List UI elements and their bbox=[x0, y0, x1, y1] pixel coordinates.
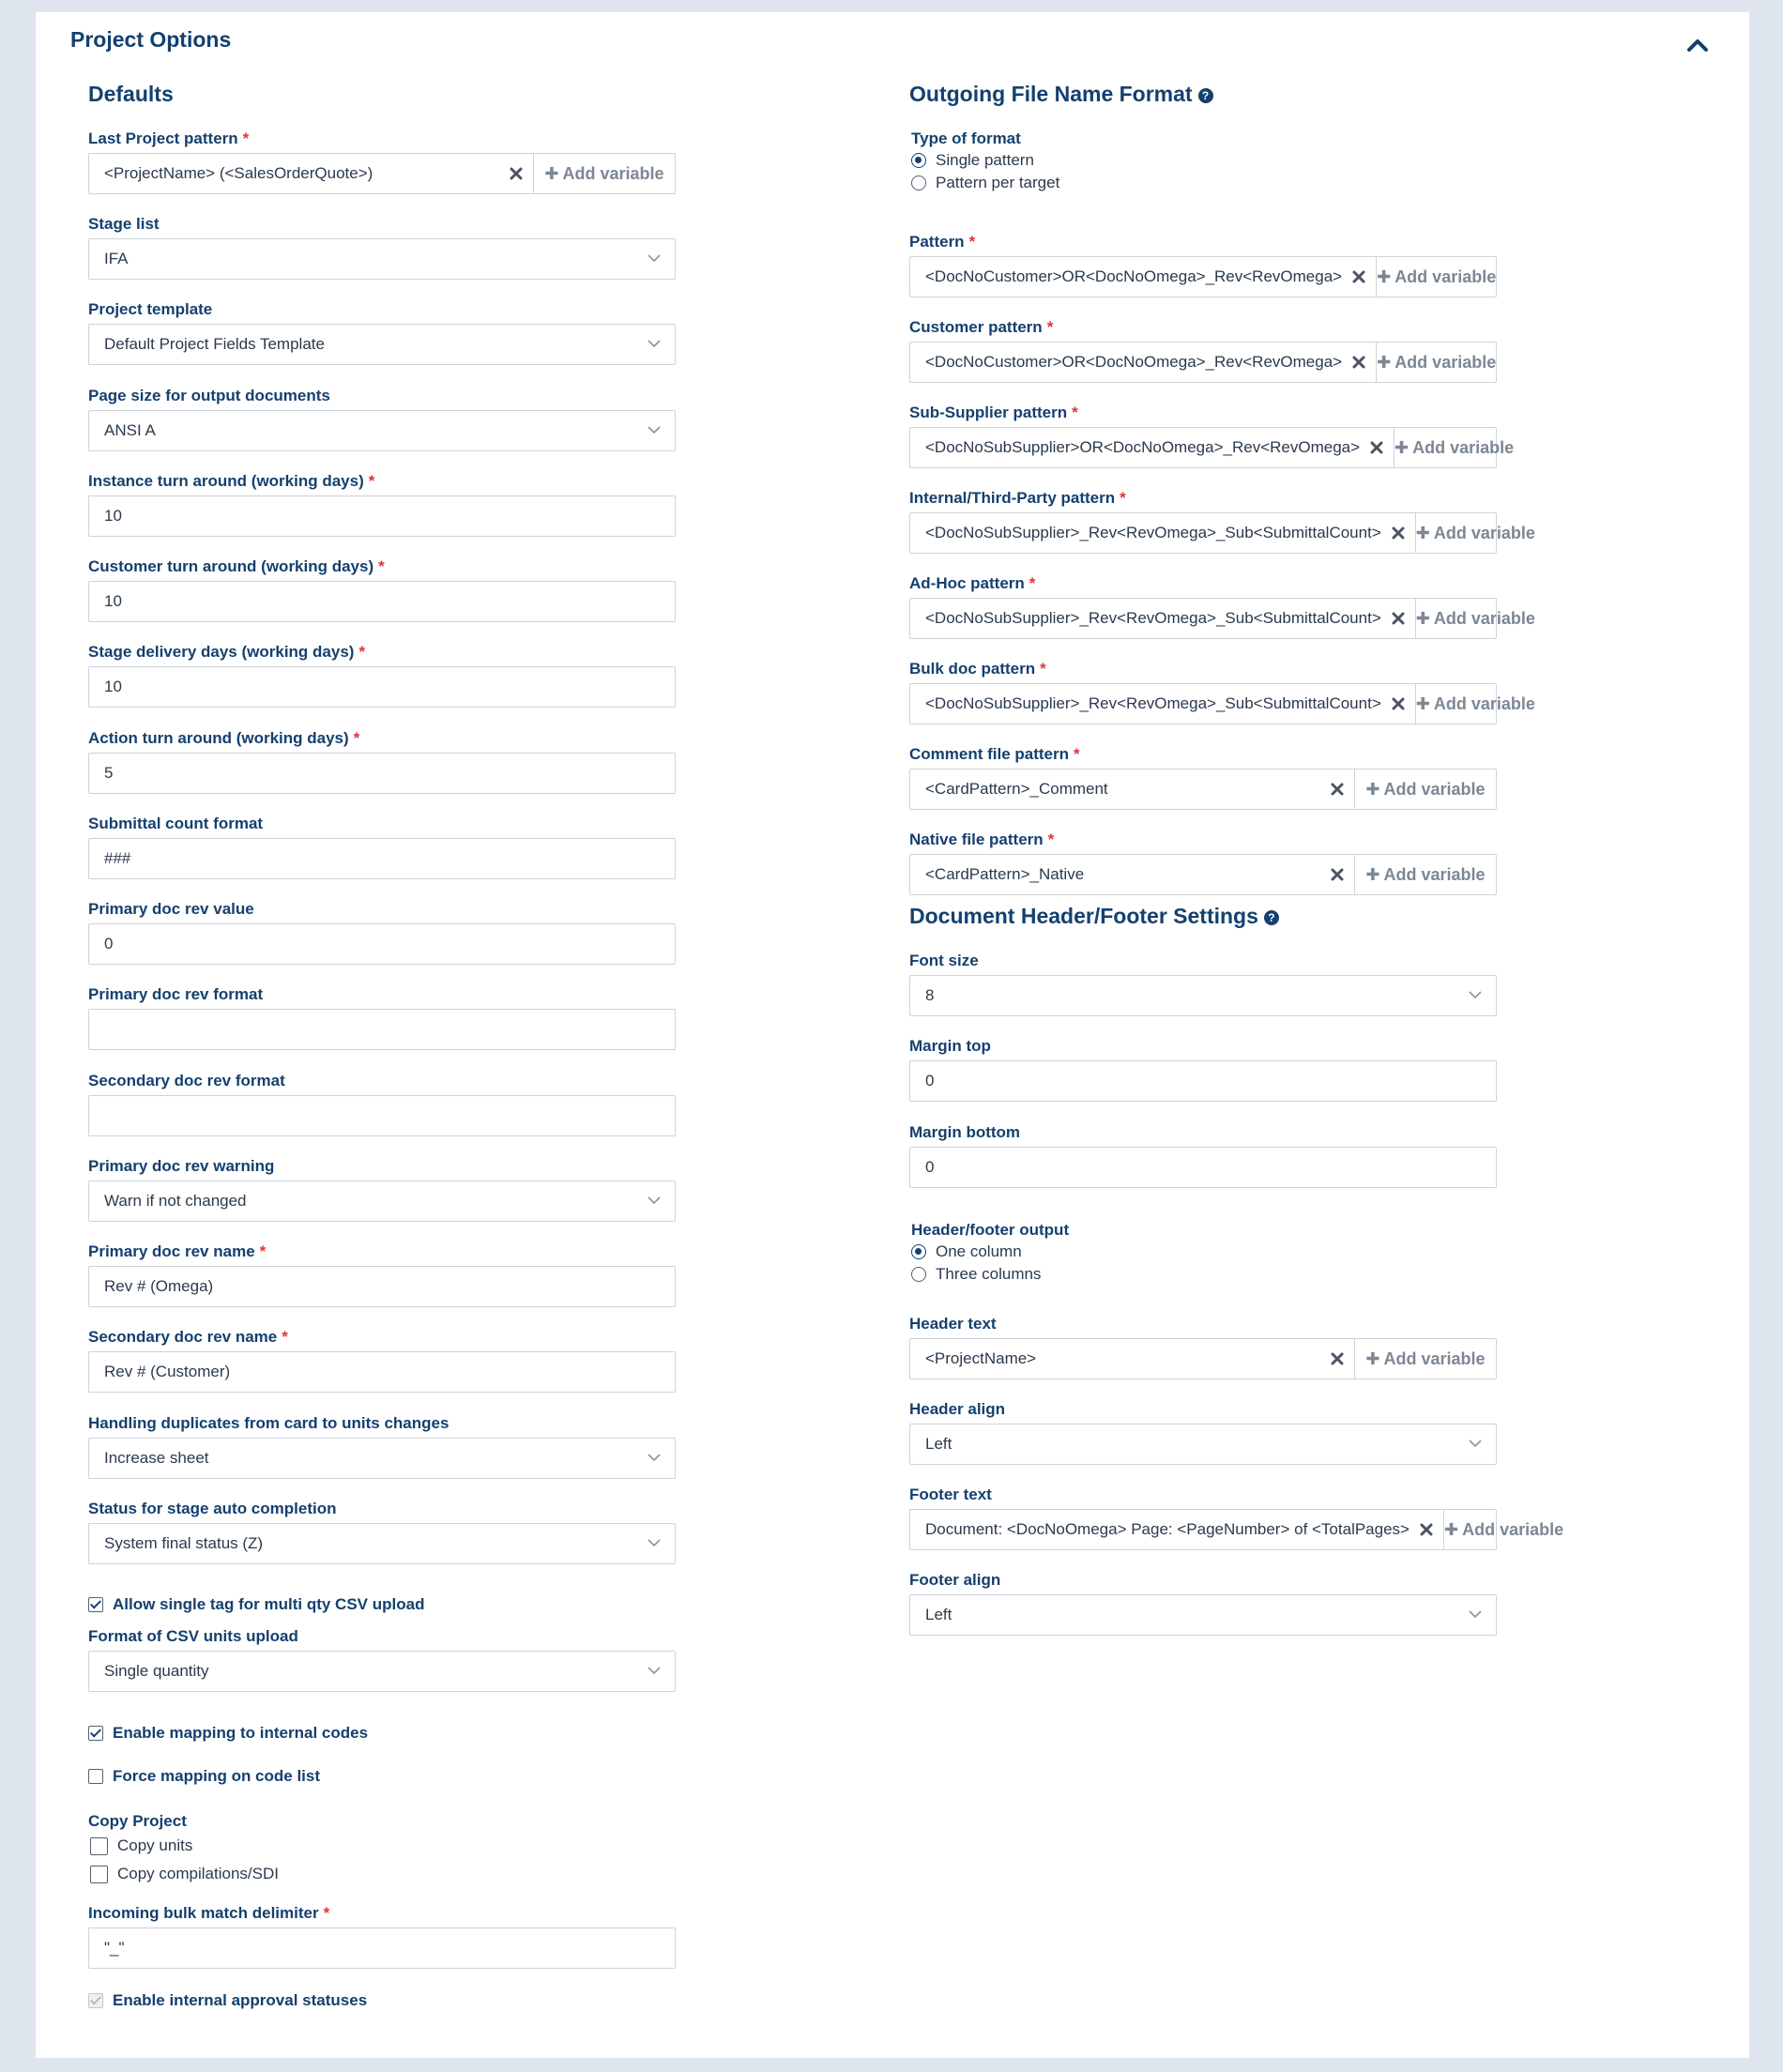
primary-rev-name-input[interactable]: Rev # (Omega) bbox=[88, 1266, 676, 1307]
primary-rev-value-label: Primary doc rev value bbox=[88, 900, 254, 918]
chevron-down-icon bbox=[1468, 1438, 1483, 1449]
required-marker: * bbox=[378, 557, 385, 575]
primary-rev-value-field bbox=[88, 899, 711, 965]
status-auto-label: Status for stage auto completion bbox=[88, 1500, 337, 1517]
internal-pattern-field bbox=[909, 488, 1535, 554]
comment-pattern-label: Comment file pattern bbox=[909, 745, 1070, 763]
adhoc-pattern-input[interactable]: <DocNoSubSupplier>_Rev<RevOmega>_Sub<SubmittalCount> bbox=[910, 599, 1415, 638]
add-variable-button[interactable]: ✚ Add variable bbox=[1354, 855, 1496, 894]
copy-units-checkbox-row[interactable] bbox=[90, 1835, 192, 1857]
customer-pattern-label: Customer pattern bbox=[909, 318, 1043, 336]
primary-rev-format-input[interactable] bbox=[88, 1009, 676, 1050]
required-marker: * bbox=[353, 729, 360, 747]
handling-duplicates-label: Handling duplicates from card to units changes bbox=[88, 1414, 450, 1432]
sub-supplier-pattern-input[interactable]: <DocNoSubSupplier>OR<DocNoOmega>_Rev<RevOmega> bbox=[910, 428, 1394, 467]
stage-list-select[interactable]: IFA bbox=[88, 238, 676, 280]
margin-bottom-field bbox=[909, 1122, 1532, 1188]
pattern-field bbox=[909, 232, 1532, 297]
single-pattern-radio-row[interactable] bbox=[911, 149, 1532, 172]
header-footer-title: Document Header/Footer Settings ? bbox=[909, 904, 1279, 929]
chevron-down-icon bbox=[647, 338, 662, 349]
comment-pattern-field bbox=[909, 744, 1532, 810]
clear-icon[interactable] bbox=[1391, 611, 1406, 626]
primary-rev-warning-field bbox=[88, 1156, 711, 1222]
required-marker: * bbox=[1046, 318, 1054, 336]
required-marker: * bbox=[1074, 745, 1080, 763]
font-size-field bbox=[909, 951, 1532, 1016]
clear-icon[interactable] bbox=[1419, 1522, 1434, 1537]
margin-top-label: Margin top bbox=[909, 1037, 991, 1055]
font-size-select[interactable]: 8 bbox=[909, 975, 1497, 1016]
single-pattern-radio[interactable] bbox=[911, 153, 926, 168]
project-options-panel bbox=[36, 12, 1749, 2058]
csv-format-field bbox=[88, 1626, 711, 1692]
primary-rev-warning-select[interactable]: Warn if not changed bbox=[88, 1181, 676, 1222]
footer-align-field bbox=[909, 1570, 1532, 1636]
add-variable-button[interactable]: ✚ Add variable bbox=[1394, 428, 1514, 467]
stage-list-field bbox=[88, 214, 711, 280]
footer-align-label: Footer align bbox=[909, 1571, 1001, 1589]
three-columns-label: Three columns bbox=[936, 1265, 1042, 1283]
plus-icon: ✚ bbox=[544, 164, 559, 183]
required-marker: * bbox=[1072, 404, 1078, 421]
clear-icon[interactable] bbox=[1330, 1351, 1345, 1366]
stage-delivery-field bbox=[88, 642, 711, 708]
adhoc-pattern-label: Ad-Hoc pattern bbox=[909, 574, 1025, 592]
stage-list-label: Stage list bbox=[88, 215, 160, 233]
sub-supplier-pattern-field bbox=[909, 403, 1532, 468]
add-variable-button[interactable]: ✚ Add variable bbox=[1354, 769, 1496, 809]
page-size-field bbox=[88, 386, 711, 451]
chevron-down-icon bbox=[647, 252, 662, 264]
plus-icon: ✚ bbox=[1365, 1349, 1380, 1368]
footer-text-label: Footer text bbox=[909, 1485, 992, 1503]
margin-bottom-input[interactable]: 0 bbox=[909, 1147, 1497, 1188]
bulk-delimiter-field bbox=[88, 1903, 711, 1969]
bulk-pattern-label: Bulk doc pattern bbox=[909, 660, 1036, 678]
last-project-pattern-value: <ProjectName> (<SalesOrderQuote>) bbox=[104, 164, 373, 182]
copy-project-field bbox=[88, 1811, 711, 1832]
instance-turn-field bbox=[88, 471, 711, 537]
comment-pattern-input[interactable]: <CardPattern>_Comment bbox=[910, 769, 1354, 809]
output-label: Header/footer output bbox=[911, 1221, 1070, 1239]
required-marker: * bbox=[358, 643, 366, 661]
clear-icon[interactable] bbox=[1351, 355, 1366, 370]
copy-units-checkbox[interactable] bbox=[90, 1837, 108, 1855]
status-auto-select[interactable]: System final status (Z) bbox=[88, 1523, 676, 1564]
chevron-down-icon bbox=[647, 1195, 662, 1206]
customer-turn-field bbox=[88, 556, 711, 622]
page-size-select[interactable]: ANSI A bbox=[88, 410, 676, 451]
internal-pattern-label: Internal/Third-Party pattern bbox=[909, 489, 1116, 507]
three-columns-radio[interactable] bbox=[911, 1267, 926, 1282]
one-column-radio[interactable] bbox=[911, 1244, 926, 1259]
last-project-pattern-label: Last Project pattern bbox=[88, 130, 238, 147]
enable-mapping-checkbox-row[interactable] bbox=[88, 1722, 368, 1744]
copy-project-label: Copy Project bbox=[88, 1812, 187, 1830]
plus-icon: ✚ bbox=[1377, 353, 1392, 372]
submittal-count-field bbox=[88, 814, 711, 879]
required-marker: * bbox=[259, 1242, 267, 1260]
clear-icon[interactable] bbox=[1351, 269, 1366, 284]
instance-turn-label: Instance turn around (working days) bbox=[88, 472, 364, 490]
chevron-down-icon bbox=[1468, 1608, 1483, 1620]
help-icon[interactable]: ? bbox=[1198, 88, 1213, 103]
one-column-label: One column bbox=[936, 1242, 1022, 1260]
adhoc-pattern-field bbox=[909, 573, 1535, 639]
copy-compilations-checkbox-row[interactable] bbox=[90, 1863, 279, 1885]
clear-icon[interactable] bbox=[1369, 440, 1384, 455]
pattern-per-target-label: Pattern per target bbox=[936, 174, 1060, 191]
stage-delivery-input[interactable]: 10 bbox=[88, 666, 676, 708]
header-text-input[interactable]: <ProjectName> bbox=[910, 1339, 1354, 1379]
required-marker: * bbox=[282, 1328, 288, 1346]
panel-title: Project Options bbox=[70, 27, 232, 52]
internal-pattern-input[interactable]: <DocNoSubSupplier>_Rev<RevOmega>_Sub<SubmittalCount> bbox=[910, 513, 1415, 553]
output-field bbox=[909, 1220, 1532, 1286]
copy-units-label: Copy units bbox=[117, 1836, 193, 1854]
enable-internal-label: Enable internal approval statuses bbox=[113, 1991, 368, 2009]
enable-mapping-checkbox[interactable] bbox=[88, 1726, 103, 1741]
plus-icon: ✚ bbox=[1443, 1520, 1459, 1539]
header-align-field bbox=[909, 1399, 1532, 1465]
customer-pattern-input[interactable]: <DocNoCustomer>OR<DocNoOmega>_Rev<RevOmega> bbox=[910, 343, 1376, 382]
plus-icon: ✚ bbox=[1415, 694, 1430, 713]
primary-rev-name-field bbox=[88, 1242, 711, 1307]
last-project-pattern-field bbox=[88, 129, 711, 194]
project-template-select[interactable]: Default Project Fields Template bbox=[88, 324, 676, 365]
margin-bottom-label: Margin bottom bbox=[909, 1123, 1021, 1141]
action-turn-input[interactable]: 5 bbox=[88, 753, 676, 794]
clear-icon[interactable] bbox=[1391, 696, 1406, 711]
bulk-pattern-field bbox=[909, 659, 1535, 724]
allow-single-tag-checkbox[interactable] bbox=[88, 1597, 103, 1612]
margin-top-input[interactable]: 0 bbox=[909, 1060, 1497, 1102]
force-mapping-label: Force mapping on code list bbox=[113, 1767, 321, 1785]
stage-delivery-label: Stage delivery days (working days) bbox=[88, 643, 355, 661]
plus-icon: ✚ bbox=[1415, 609, 1430, 628]
plus-icon: ✚ bbox=[1365, 780, 1380, 799]
plus-icon: ✚ bbox=[1394, 438, 1410, 457]
secondary-rev-format-input[interactable] bbox=[88, 1095, 676, 1136]
plus-icon: ✚ bbox=[1377, 267, 1392, 286]
customer-turn-input[interactable]: 10 bbox=[88, 581, 676, 622]
primary-rev-warning-label: Primary doc rev warning bbox=[88, 1157, 275, 1175]
status-auto-field bbox=[88, 1499, 711, 1564]
font-size-label: Font size bbox=[909, 952, 979, 969]
customer-pattern-field bbox=[909, 317, 1532, 383]
required-marker: * bbox=[1029, 574, 1036, 592]
enable-internal-checkbox-row bbox=[88, 1989, 367, 2012]
required-marker: * bbox=[968, 233, 976, 251]
customer-turn-label: Customer turn around (working days) bbox=[88, 557, 374, 575]
add-variable-button[interactable]: ✚ Add variable bbox=[1415, 513, 1535, 553]
required-marker: * bbox=[368, 472, 375, 490]
instance-turn-input[interactable]: 10 bbox=[88, 495, 676, 537]
sub-supplier-pattern-label: Sub-Supplier pattern bbox=[909, 404, 1068, 421]
clear-icon[interactable] bbox=[509, 166, 524, 181]
plus-icon: ✚ bbox=[1365, 865, 1380, 884]
pattern-input[interactable]: <DocNoCustomer>OR<DocNoOmega>_Rev<RevOmega> bbox=[910, 257, 1376, 297]
clear-icon[interactable] bbox=[1330, 867, 1345, 882]
enable-internal-checkbox bbox=[88, 1993, 103, 2008]
add-variable-button[interactable]: ✚ Add variable bbox=[1354, 1339, 1496, 1379]
secondary-rev-name-field bbox=[88, 1327, 711, 1393]
handling-duplicates-field bbox=[88, 1413, 711, 1479]
footer-align-select[interactable]: Left bbox=[909, 1594, 1497, 1636]
chevron-down-icon bbox=[647, 424, 662, 435]
clear-icon[interactable] bbox=[1391, 526, 1406, 541]
project-template-field bbox=[88, 299, 711, 365]
primary-rev-format-field bbox=[88, 984, 711, 1050]
type-of-format-field bbox=[909, 129, 1532, 194]
native-pattern-field bbox=[909, 830, 1532, 895]
copy-compilations-checkbox[interactable] bbox=[90, 1866, 108, 1883]
add-variable-button[interactable]: ✚ Add variable bbox=[1376, 343, 1496, 382]
type-of-format-label: Type of format bbox=[911, 130, 1021, 147]
add-variable-button[interactable]: ✚ Add variable bbox=[1376, 257, 1496, 297]
required-marker: * bbox=[323, 1904, 330, 1922]
required-marker: * bbox=[1047, 830, 1055, 848]
defaults-title: Defaults bbox=[88, 82, 174, 106]
plus-icon: ✚ bbox=[1415, 524, 1430, 542]
header-text-label: Header text bbox=[909, 1315, 997, 1333]
secondary-rev-name-label: Secondary doc rev name bbox=[88, 1328, 278, 1346]
secondary-rev-format-field bbox=[88, 1071, 711, 1136]
allow-single-tag-label: Allow single tag for multi qty CSV upload bbox=[113, 1595, 425, 1613]
page-size-label: Page size for output documents bbox=[88, 387, 330, 404]
csv-format-select[interactable]: Single quantity bbox=[88, 1651, 676, 1692]
action-turn-label: Action turn around (working days) bbox=[88, 729, 349, 747]
chevron-down-icon bbox=[647, 1665, 662, 1676]
bulk-delimiter-label: Incoming bulk match delimiter bbox=[88, 1904, 319, 1922]
one-column-radio-row[interactable] bbox=[911, 1241, 1532, 1263]
native-pattern-label: Native file pattern bbox=[909, 830, 1044, 848]
chevron-down-icon bbox=[647, 1452, 662, 1463]
add-variable-button[interactable]: ✚ Add variable bbox=[533, 154, 675, 193]
add-variable-button[interactable]: ✚ Add variable bbox=[1443, 1510, 1563, 1549]
outgoing-title: Outgoing File Name Format ? bbox=[909, 82, 1213, 107]
required-marker: * bbox=[1120, 489, 1126, 507]
project-template-label: Project template bbox=[88, 300, 213, 318]
force-mapping-checkbox-row[interactable] bbox=[88, 1765, 320, 1788]
primary-rev-value-input[interactable]: 0 bbox=[88, 923, 676, 965]
chevron-down-icon bbox=[647, 1537, 662, 1548]
header-text-field bbox=[909, 1314, 1532, 1379]
handling-duplicates-select[interactable]: Increase sheet bbox=[88, 1438, 676, 1479]
footer-text-input[interactable]: Document: <DocNoOmega> Page: <PageNumber> of <TotalPages> bbox=[910, 1510, 1443, 1549]
header-align-select[interactable]: Left bbox=[909, 1424, 1497, 1465]
chevron-up-icon[interactable] bbox=[1684, 33, 1712, 57]
help-icon[interactable]: ? bbox=[1264, 910, 1279, 925]
bulk-delimiter-input[interactable]: "_" bbox=[88, 1927, 676, 1969]
submittal-count-label: Submittal count format bbox=[88, 815, 264, 832]
native-pattern-input[interactable]: <CardPattern>_Native bbox=[910, 855, 1354, 894]
primary-rev-format-label: Primary doc rev format bbox=[88, 985, 264, 1003]
last-project-pattern-input[interactable] bbox=[89, 154, 533, 193]
primary-rev-name-label: Primary doc rev name bbox=[88, 1242, 255, 1260]
pattern-per-target-radio-row[interactable] bbox=[911, 172, 1532, 194]
pattern-per-target-radio[interactable] bbox=[911, 175, 926, 190]
single-pattern-label: Single pattern bbox=[936, 151, 1034, 169]
clear-icon[interactable] bbox=[1330, 782, 1345, 797]
required-marker: * bbox=[1040, 660, 1046, 678]
add-variable-button[interactable]: ✚ Add variable bbox=[1415, 684, 1535, 724]
footer-text-field bbox=[909, 1485, 1564, 1550]
csv-format-label: Format of CSV units upload bbox=[88, 1627, 298, 1645]
force-mapping-checkbox[interactable] bbox=[88, 1769, 103, 1784]
pattern-label: Pattern bbox=[909, 233, 965, 251]
three-columns-radio-row[interactable] bbox=[911, 1263, 1532, 1286]
allow-single-tag-checkbox-row[interactable] bbox=[88, 1593, 424, 1616]
required-marker: * bbox=[242, 130, 250, 147]
add-variable-button[interactable]: ✚ Add variable bbox=[1415, 599, 1535, 638]
copy-compilations-label: Copy compilations/SDI bbox=[117, 1865, 279, 1882]
bulk-pattern-input[interactable]: <DocNoSubSupplier>_Rev<RevOmega>_Sub<SubmittalCount> bbox=[910, 684, 1415, 724]
chevron-down-icon bbox=[1468, 989, 1483, 1000]
action-turn-field bbox=[88, 728, 711, 794]
margin-top-field bbox=[909, 1036, 1532, 1102]
header-align-label: Header align bbox=[909, 1400, 1006, 1418]
submittal-count-input[interactable]: ### bbox=[88, 838, 676, 879]
enable-mapping-label: Enable mapping to internal codes bbox=[113, 1724, 369, 1742]
secondary-rev-format-label: Secondary doc rev format bbox=[88, 1072, 285, 1089]
secondary-rev-name-input[interactable]: Rev # (Customer) bbox=[88, 1351, 676, 1393]
